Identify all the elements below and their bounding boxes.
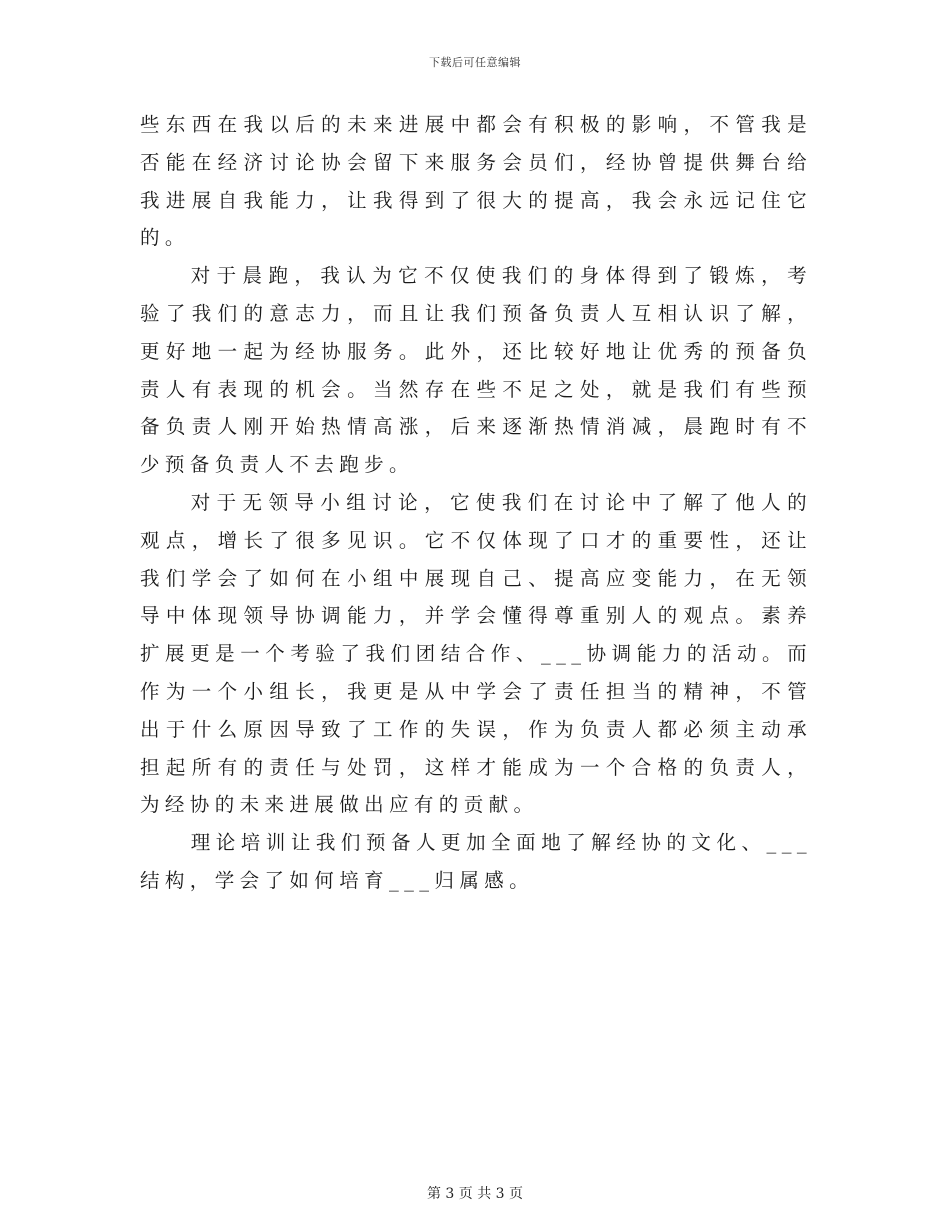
paragraph: 对于晨跑，我认为它不仅使我们的身体得到了锻炼，考验了我们的意志力，而且让我们预备负责人互相认识了解，更好地一起为经协服务。此外，还比较好地让优秀的预备负责人有表现的机会。当然存在些不足之处，就是我们有些预备负责人刚开始热情高涨，后来逐渐热情消减，晨跑时有不少预备负责人不去跑步。	[140, 264, 812, 477]
paragraph: 理论培训让我们预备人更加全面地了解经协的文化、___结构，学会了如何培育___归属感。	[140, 831, 812, 892]
document-body	[140, 106, 812, 900]
header-note: 下载后可任意编辑	[429, 56, 521, 69]
paragraph: 些东西在我以后的未来进展中都会有积极的影响，不管我是否能在经济讨论协会留下来服务会员们，经协曾提供舞台给我进展自我能力，让我得到了很大的提高，我会永远记住它的。	[140, 113, 812, 250]
page-number: 第 3 页 共 3 页	[426, 1186, 524, 1202]
paragraph: 对于无领导小组讨论，它使我们在讨论中了解了他人的观点，增长了很多见识。它不仅体现了口才的重要性，还让我们学会了如何在小组中展现自己、提高应变能力，在无领导中体现领导协调能力，并学会懂得尊重别人的观点。素养扩展更是一个考验了我们团结合作、___协调能力的活动。而作为一个小组长，我更是从中学会了责任担当的精神，不管出于什么原因导致了工作的失误，作为负责人都必须主动承担起所有的责任与处罚，这样才能成为一个合格的负责人，为经协的未来进展做出应有的贡献。	[140, 490, 812, 817]
